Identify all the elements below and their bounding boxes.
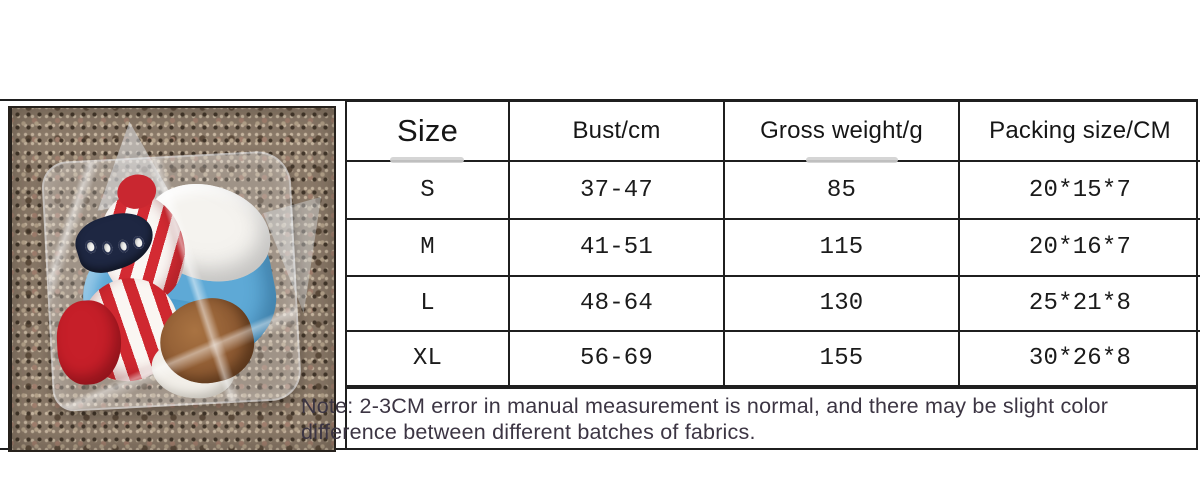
header-bust: Bust/cm: [510, 102, 725, 162]
header-gross-weight: Gross weight/g: [725, 102, 960, 162]
size-table: [345, 100, 1198, 387]
header-size: Size: [347, 102, 510, 162]
cell-weight-m: 115: [725, 220, 960, 277]
measurement-note: Note: 2-3CM error in manual measurement is normal, and there may be slight color difference between different batches of fabrics.: [301, 394, 1109, 444]
cell-size-m: M: [347, 220, 510, 277]
cell-bust-xl: 56-69: [510, 332, 725, 385]
plastic-bag: [41, 150, 302, 413]
scan-smudge: [390, 157, 464, 163]
cell-packing-m: 20*16*7: [960, 220, 1200, 277]
white-dot: [117, 239, 131, 254]
header-packing-size: Packing size/CM: [960, 102, 1200, 162]
white-dot: [85, 239, 99, 254]
cell-packing-xl: 30*26*8: [1028, 345, 1132, 372]
cell-bust-s: 37-47: [510, 162, 725, 220]
cell-size-s: S: [347, 162, 510, 220]
cell-size-l: L: [347, 277, 510, 332]
note-box: [301, 387, 1198, 450]
white-dot: [133, 235, 147, 250]
cell-bust-l: 48-64: [510, 277, 725, 332]
cell-weight-xl: 155: [725, 332, 960, 385]
cell-size-xl: XL: [347, 332, 510, 385]
cell-weight-l: 130: [725, 277, 960, 332]
cell-packing-l: 25*21*8: [960, 277, 1200, 332]
scan-smudge: [806, 157, 898, 163]
cell-packing-s: 20*15*7: [960, 162, 1200, 220]
cell-weight-s: 85: [725, 162, 960, 220]
product-photo: [8, 106, 336, 452]
cell-bust-m: 41-51: [510, 220, 725, 277]
white-dot: [101, 240, 115, 255]
